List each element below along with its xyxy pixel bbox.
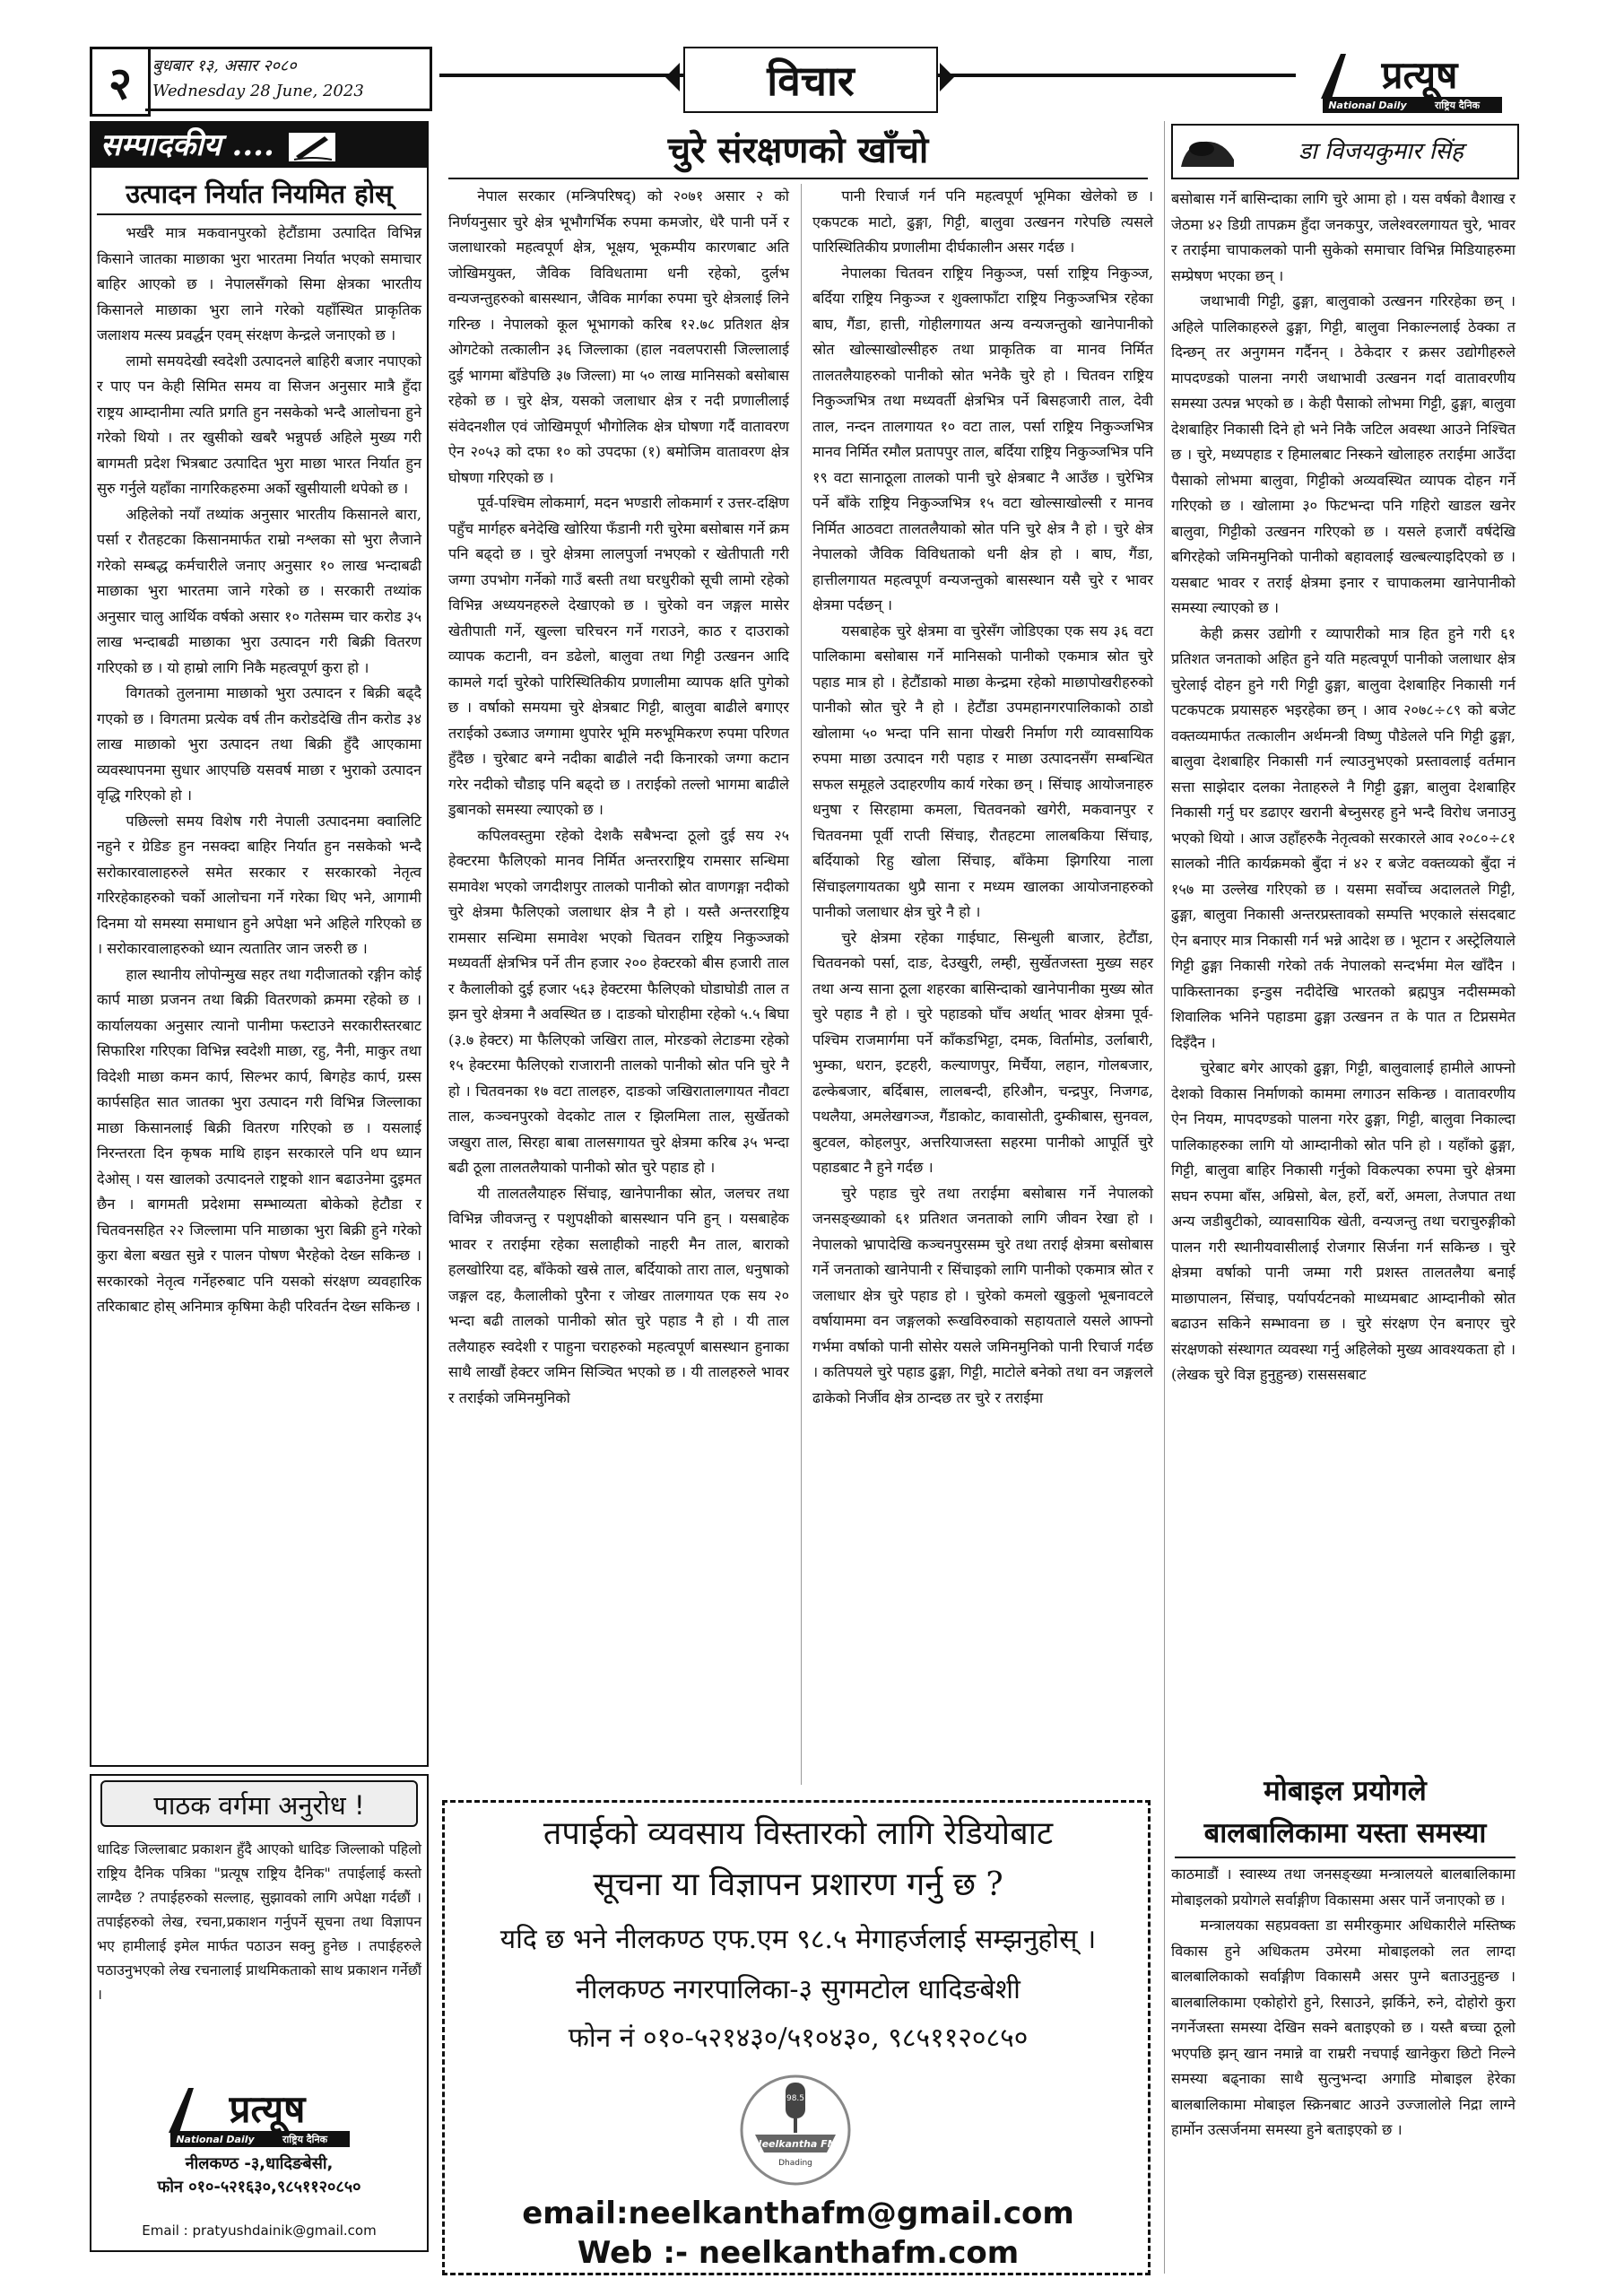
ad-headline-1: तपाईको व्यवसाय विस्तारको लागि रेडियोबाट xyxy=(543,1815,1054,1852)
pen-icon xyxy=(285,129,339,165)
article-paragraph: बसोबास गर्ने बासिन्दाका लागि चुरे आमा हो । यस वर्षको वैशाख र जेठमा ४२ डिग्री तापक्रम हुँदा जनकपुर, जलेश्वरलगायत चुरे, भावर र तराईमा चापाकलको पानी सुकेको समाचार विभिन्न मिडियाहरुमा सम्प्रेषण भएका छन् । xyxy=(1171,190,1515,284)
date-english: Wednesday 28 June, 2023 xyxy=(152,82,364,100)
reader-request-email[interactable]: Email : pratyushdainik@gmail.com xyxy=(142,2222,377,2239)
article-paragraph: पूर्व-पश्चिम लोकमार्ग, मदन भण्डारी लोकमार्ग र उत्तर-दक्षिण पहुँच मार्गहरु बनेदेखि खोरिया फँडानी गरी चुरेमा बसोबास गर्ने क्रम पनि बढ्दो छ । चुरे क्षेत्रमा लालपुर्जा नभएको र खेतीपाती गरी जग्गा उपभोग गर्नेको गाउँ बस्ती तथा घरधुरीको सूची लामो रहेको विभिन्न अध्ययनहरुले देखाएको छ । चुरेको वन जङ्गल मासेर खेतीपाती गर्ने, खुल्ला चरिचरन गर्ने गराउने, काठ र दाउराको व्यापक कटानी, वन डढेलो, बालुवा तथा गिट्टी उत्खनन आदि कामले गर्दा चुरेको पारिस्थितिकीय प्रणालीमा व्यापक क्षति पुगेको छ । वर्षाको समयमा चुरे क्षेत्रबाट गिट्टी, बालुवा बाढीले बगाएर तराईको उब्जाउ जग्गामा थुपारेर भूमि मरुभूमिकरण रुपमा परिणत हुँदैछ । चुरेबाट बग्ने नदीका बाढीले नदी किनारको जग्गा कटान गरेर नदीको चौडाइ पनि बढ्दो छ । तराईको तल्लो भागमा बाढीले डुबानको समस्या ल्याएको छ । xyxy=(448,494,789,818)
mobile-news-body xyxy=(1171,1862,1515,2144)
arrow-right-icon xyxy=(940,63,954,91)
svg-text:राष्ट्रिय दैनिक: राष्ट्रिय दैनिक xyxy=(282,2134,328,2145)
date-nepali: बुधबार १३, असार २०८० xyxy=(152,57,297,75)
mobile-news-paragraph: मन्त्रालयका सहप्रवक्ता डा समीरकुमार अधिकारीले मस्तिष्क विकास हुने अधिकतम उमेरमा मोबाइलको लत लाग्दा बालबालिकाको सर्वाङ्गीण विकासमै असर पुग्ने बताउनुहुन्छ । बालबालिकामा एकोहोरो हुने, रिसाउने, झर्किने, रुने, दोहोरो कुरा नगर्नेजस्ता समस्या देखिन सक्ने बताइएको छ । यस्तै बच्चा ठूलो भएपछि झन् खान नमान्ने वा राम्ररी नचपाई खानेकुरा छिटो निल्ने समस्या बढ्नाका साथै सुत्नुभन्दा अगाडि मोबाइल हेरेका बालबालिकामा मोबाइल स्क्रिनबाट आउने उज्जालोले निद्रा लाग्ने हार्मोन उत्सर्जनमा समस्या हुने बताइएको छ । xyxy=(1171,1917,1515,2138)
section-title: विचार xyxy=(683,47,938,113)
article-title-rule xyxy=(448,178,1148,179)
ad-station-line: यदि छ भने नीलकण्ठ एफ.एम ९८.५ मेगाहर्जलाई सम्झनुहोस् । xyxy=(499,1924,1097,1955)
article-paragraph: यसबाहेक चुरे क्षेत्रमा वा चुरेसँग जोडिएका एक सय ३६ वटा पालिकामा बसोबास गर्ने मानिसको पानीको एकमात्र स्रोत चुरे पहाड मात्र हो । हेटौंडाको माछा केन्द्रमा रहेको माछापोखरीहरुको पानीको स्रोत चुरे नै हो । हेटौंडा उपमहानगरपालिकाको ठाडो खोलामा ५० भन्दा पनि साना पोखरी निर्माण गरी व्यावसायिक रुपमा माछा उत्पादन गरी पहाड र माछा उत्पादनसँग सम्बन्धित सफल समूहले उदाहरणीय कार्य गरेका छन् । सिंचाइ आयोजनाहरु धनुषा र सिरहामा कमला, चितवनको खगेरी, मकवानपुर र चितवनमा पूर्वी राप्ती सिंचाइ, रौतहटमा लालबकिया सिंचाइ, बर्दियाको रिहु खोला सिंचाइ, बाँकेमा झिगरिया नाला सिंचाइलगायतका थुप्रै साना र मध्यम खालका आयोजनाहरुको पानीको जलाधार क्षेत्र चुरे नै हो । xyxy=(812,622,1153,920)
mobile-news-title-rule xyxy=(1175,1857,1515,1858)
mobile-news-paragraph: काठमाडौं । स्वास्थ्य तथा जनसङ्ख्या मन्त्रालयले बालबालिकामा मोबाइलको प्रयोगले सर्वाङ्गीण विकासमा असर पार्ने जनाएको छ । xyxy=(1171,1866,1515,1909)
reader-request-logo xyxy=(161,2079,359,2151)
svg-text:प्रत्यूष: प्रत्यूष xyxy=(1381,53,1458,97)
svg-text:National Daily: National Daily xyxy=(176,2134,255,2145)
article-paragraph: नेपाल सरकार (मन्त्रिपरिषद्) को २०७१ असार २ को निर्णयनुसार चुरे क्षेत्र भूभौगर्भिक रुपमा कमजोर, धेरै पानी पर्ने र जलाधारको महत्वपूर्ण क्षेत्र, भूक्षय, भूकम्पीय कारणबाट अति जोखिमयुक्त, जैविक विविधतामा धनी रहेको, दुर्लभ वन्यजन्तुहरुको बासस्थान, जैविक मार्गका रुपमा चुरे क्षेत्रलाई लिने गरिन्छ । नेपालको कूल भूभागको करिब १२.७८ प्रतिशत क्षेत्र ओगटेको तत्कालीन ३६ जिल्लाका (हाल नवलपरासी जिल्लालाई दुई भागमा बाँडेपछि ३७ जिल्ला) मा ५० लाख मानिसको बसोबास रहेको छ । चुरे क्षेत्र, यसको जलाधार क्षेत्र र नदी प्रणालीलाई संवेदनशील एवं जोखिमपूर्ण भौगोलिक क्षेत्र घोषणा गर्दै वातावरण ऐन २०५३ को दफा १० को उपदफा (१) बमोजिम वातावरण क्षेत्र घोषणा गरिएको छ । xyxy=(448,187,789,486)
svg-text:98.5: 98.5 xyxy=(786,2094,805,2103)
ad-website[interactable]: Web :- neelkanthafm.com xyxy=(577,2235,1020,2271)
svg-text:Neelkantha FM: Neelkantha FM xyxy=(753,2138,838,2150)
editorial-paragraph: लामो समयदेखी स्वदेशी उत्पादनले बाहिरी बजार नपाएको र पाए पन केही सिमित समय वा सिजन अनुसार मात्रै हुँदा राष्ट्रय आम्दानीमा त्यति प्रगति हुन नसकेको भन्दै आलोचना हुने गरेको थियो । तर खुसीको खबरै भन्नुपर्छ अहिले मुख्य गरी बागमती प्रदेश भित्रबाट उत्पादित भुरा माछा भारत निर्यात हुन सुरु गर्नुले यहाँका नागरिकहरुमा अर्को खुसीयाली थपेको छ । xyxy=(97,352,421,497)
article-paragraph: चुरेबाट बगेर आएको ढुङ्गा, गिट्टी, बालुवालाई हामीले आफ्नो देशको विकास निर्माणको काममा लगाउन सकिन्छ । वातावरणीय ऐन नियम, मापदण्डको पालना गरेर ढुङ्गा, गिट्टी, बालुवा निकाल्दा पालिकाहरुका लागि यो आम्दानीको स्रोत पनि हो । यहाँको ढुङ्गा, गिट्टी, बालुवा बाहिर निकासी गर्नुको विकल्पका रुपमा चुरे क्षेत्रमा सघन रुपमा बाँस, अम्रिसो, बेल, हर्रो, बर्रो, अमला, तेजपात तथा अन्य जडीबुटीको, व्यावसायिक खेती, वन्यजन्तु तथा चराचुरुङ्गीको पालन गरी स्थानीयवासीलाई रोजगार सिर्जना गर्न सकिन्छ । चुरे क्षेत्रमा वर्षाको पानी जम्मा गरी प्रशस्त तालतलैया बनाई माछापालन, सिंचाइ, पर्यापर्यटनको माध्यमबाट आम्दानीको स्रोत बढाउन सकिने सम्भावना छ । चुरे संरक्षण ऐन बनाएर चुरे संरक्षणको संस्थागत व्यवस्था गर्नु अहिलेको मुख्य आवश्यकता हो । (लेखक चुरे विज्ञ हुनुहुन्छ) रासससबाट xyxy=(1171,1059,1515,1383)
article-paragraph: पानी रिचार्ज गर्न पनि महत्वपूर्ण भूमिका खेलेको छ । एकपटक माटो, ढुङ्गा, गिट्टी, बालुवा उत्खनन गरेपछि त्यसले पारिस्थितिकीय प्रणालीमा दीर्घकालीन असर गर्दछ । xyxy=(812,187,1153,256)
mobile-news-title-2: बालबालिकामा यस्ता समस्या xyxy=(1203,1817,1487,1849)
editorial-paragraph: भर्खरै मात्र मकवानपुरको हेटौंडामा उत्पादित विभिन्न किसाने जातका माछाका भुरा भारतमा निर्यात भएको समाचार बाहिर आएको छ । नेपालसँगको सिमा क्षेत्रका भारतीय किसानले माछाका भुरा लाने गरेको यहाँस्थित प्राकृतिक जलाशय मत्स्य प्रवर्द्धन एवम् संरक्षण केन्द्रले जनाएको छ । xyxy=(97,224,421,344)
reader-request-address: नीलकण्ठ -३,धादिङबेसी, xyxy=(185,2154,334,2173)
editorial-paragraph: अहिलेको नयाँ तथ्यांक अनुसार भारतीय किसानले बारा, पर्सा र रौतहटका किसानमार्फत राम्रो नश्लका सो भुरा लैजाने गरेको सम्बद्ध कर्मचारीले जनाए अनुसार १० लाख भन्दाबढी माछाका भुरा भारतमा जाने गरेको छ । सरकारी तथ्यांक अनुसार चालु आर्थिक वर्षको असार १० गतेसम्म चार करोड ३५ लाख भन्दाबढी माछाका भुरा उत्पादन गरी बिक्री वितरण गरिएको छ । यो हाम्रो लागि निकै महत्वपूर्ण कुरा हो । xyxy=(97,505,421,676)
editorial-paragraph: विगतको तुलनामा माछाको भुरा उत्पादन र बिक्री बढ्दै गएको छ । विगतमा प्रत्येक वर्ष तीन करोडदेखि तीन करोड ३४ लाख माछाको भुरा उत्पादन तथा बिक्री हुँदै आएकामा व्यवस्थापनमा सुधार आएपछि यसवर्ष माछा र भुराको उत्पादन वृद्धि गरिएको हो । xyxy=(97,684,421,804)
radio-logo xyxy=(737,2072,854,2188)
article-paragraph: जथाभावी गिट्टी, ढुङ्गा, बालुवाको उत्खनन गरिरहेका छन् । अहिले पालिकाहरुले ढुङ्गा, गिट्टी, बालुवा निकाल्नलाई ठेक्का त दिन्छन् तर अनुगमन गर्दैनन् । ठेकेदार र क्रसर उद्योगीहरुले मापदण्डको पालना नगरी जथाभावी उत्खनन गर्दा वातावरणीय समस्या उत्पन्न भएको छ । केही पैसाको लोभमा गिट्टी, ढुङ्गा, बालुवा देशबाहिर निकासी दिने हो भने निकै जटिल अवस्था आउने निश्चित छ । चुरे, मध्यपहाड र हिमालबाट निस्कने खोलाहरु तराईमा आउँदा पैसाको लोभमा बालुवा, गिट्टीको अव्यवस्थित व्यापक दोहन गर्ने गरिएको छ । खोलामा ३० फिटभन्दा पनि गहिरो खाडल खनेर बालुवा, गिट्टीको उत्खनन गरिएको छ । यसले हजारौं वर्षदेखि बगिरहेको जमिनमुनिको पानीको बहावलाई खल्बल्याइदिएको छ । यसबाट भावर र तराई क्षेत्रमा इनार र चापाकलमा खानेपानीको समस्या ल्याएको छ । xyxy=(1171,292,1515,616)
editorial-title: उत्पादन निर्यात नियमित होस् xyxy=(126,178,393,209)
editorial-banner xyxy=(91,123,427,168)
article-paragraph: नेपालका चितवन राष्ट्रिय निकुञ्ज, पर्सा राष्ट्रिय निकुञ्ज, बर्दिया राष्ट्रिय निकुञ्ज र शुक्लाफाँटा राष्ट्रिय निकुञ्जभित्र रहेका बाघ, गैंडा, हात्ती, गोहीलगायत अन्य वन्यजन्तुको खानेपानीको स्रोत खोल्साखोल्सीहरु तथा प्राकृतिक वा मानव निर्मित तालतलैयाहरुको पानीको स्रोत भनेकै चुरे हो । चितवन राष्ट्रिय निकुञ्जभित्र तथा मध्यवर्ती क्षेत्रभित्र पर्ने बिसहजारी ताल, देवी ताल, नन्दन तालगायत १० वटा ताल, पर्सा राष्ट्रिय निकुञ्जभित्र मानव निर्मित रमौल प्रतापपुर ताल, बर्दिया राष्ट्रिय निकुञ्जभित्र पनि १९ वटा सानाठूला तालको पानी चुरे क्षेत्रबाट नै आउँछ । चुरेभित्र पर्ने बाँके राष्ट्रिय निकुञ्जभित्र १५ वटा खोल्साखोल्सी र मानव निर्मित आठवटा तालतलैयाको स्रोत पनि चुरे क्षेत्र नै हो । चुरे क्षेत्र नेपालको जैविक विविधताको धनी क्षेत्र हो । बाघ, गैंडा, हात्तीलगायत महत्वपूर्ण वन्यजन्तुको बासस्थान यसै चुरे र भावर क्षेत्रमा पर्दछन् । xyxy=(812,264,1153,613)
column-rule xyxy=(801,184,802,1785)
svg-text:राष्ट्रिय दैनिक: राष्ट्रिय दैनिक xyxy=(1434,100,1481,111)
reader-request-contact xyxy=(90,2152,429,2199)
article-paragraph: चुरे पहाड चुरे तथा तराईमा बसोबास गर्ने नेपालको जनसङ्ख्याको ६१ प्रतिशत जनताको लागि जीवन रेखा हो । नेपालको भ्रापादेखि कञ्चनपुरसम्म चुरे तथा तराई क्षेत्रमा बसोबास गर्ने जनताको खानेपानी र सिंचाइको लागि पानीको एकमात्र स्रोत र जलाधार क्षेत्र चुरे पहाड हो । चुरेको कमलो खुकुलो भूबनावटले वर्षायाममा वन जङ्गलको रूखविरुवाको सहायताले यसले आफ्नो गर्भमा वर्षाको पानी सोसेर यसले जमिनमुनिको पानी रिचार्ज गर्दछ । कतिपयले चुरे पहाड ढुङ्गा, गिट्टी, माटोले बनेको तथा वन जङ्गलले ढाकेको निर्जीव क्षेत्र ठान्दछ तर चुरे र तराईमा xyxy=(812,1184,1153,1406)
reader-request-title: पाठक वर्गमा अनुरोध ! xyxy=(100,1780,418,1827)
editorial-paragraph: पछिल्लो समय विशेष गरी नेपाली उत्पादनमा क्वालिटि नहुने र ग्रेडिङ हुन नसक्दा बाहिर निर्यात हुन नसकेको भन्दै सरोकारवालाहरुले समेत सरकार र सरकारको नेतृत्व गरिरहेकाहरुको चर्को आलोचना गर्ने गरेका थिए भने, आगामी दिनमा यो समस्या समाधान हुने अपेक्षा भने अहिले गरिएको छ । सरोकारवालाहरुको ध्यान त्यतातिर जान जरुरी छ । xyxy=(97,812,421,957)
article-paragraph: कपिलवस्तुमा रहेको देशकै सबैभन्दा ठूलो दुई सय २५ हेक्टरमा फैलिएको मानव निर्मित अन्तरराष्ट्रिय रामसार सन्धिमा समावेश भएको जगदीशपुर तालको पानीको स्रोत वाणगङ्गा नदीको चुरे क्षेत्रमा फैलिएको जलाधार क्षेत्र नै हो । यस्तै अन्तरराष्ट्रिय रामसार सन्धिमा समावेश भएको चितवन राष्ट्रिय निकुञ्जको मध्यवर्ती क्षेत्रभित्र पर्ने तीन हजार २०० हेक्टरको बीस हजारी ताल र कैलालीको दुई हजार ५६३ हेक्टरमा फैलिएको घोडाघोडी ताल त झन चुरे क्षेत्रमा नै अवस्थित छ । दाङको घोराहीमा रहेको ५.५ बिघा (३.७ हेक्टर) मा फैलिएको जखिरा ताल, मोरङको लेटाङमा रहेको १५ हेक्टरमा फैलिएको राजारानी तालको पानीको स्रोत पनि चुरे नै हो । चितवनका १७ वटा तालहरु, दाङको जखिरातालगायत नौवटा ताल, कञ्चनपुरको वेदकोट ताल र झिलमिला ताल, सुर्खेतको जखुरा ताल, सिरहा बाबा तालसगायत चुरे क्षेत्रमा करिब ३५ भन्दा बढी ठूला तालतलैयाको पानीको स्रोत चुरे पहाड हो । xyxy=(448,826,789,1176)
ad-headline-2: सूचना या विज्ञापन प्रशारण गर्नु छ ? xyxy=(593,1866,1003,1903)
reader-request-text: धादिङ जिल्लाबाट प्रकाशन हुँदै आएको धादिङ जिल्लाको पहिलो राष्ट्रिय दैनिक पत्रिका "प्रत्यूष राष्ट्रिय दैनिक" तपाईलाई कस्तो लाग्दैछ ? तपाईहरुको सल्लाह, सुझावको लागि अपेक्षा गर्दछौं । तपाईहरुको लेख, रचना,प्रकाशन गर्नुपर्ने सूचना तथा विज्ञापन भए हामीलाई इमेल मार्फत पठाउन सक्नु हुनेछ । तपाईहरुले पठाउनुभएको लेख रचनालाई प्राथमिकताको साथ प्रकाशन गर्नेछौं । xyxy=(97,1840,421,2003)
ad-phone: फोन नं ०१०-५२१४३०/५१०४३०, ९८५११२०८५० xyxy=(568,2022,1029,2054)
author-photo xyxy=(1177,133,1239,170)
svg-text:National Daily: National Daily xyxy=(1328,100,1407,111)
editorial-title-rule xyxy=(97,213,421,215)
arrow-left-icon xyxy=(665,63,680,91)
ad-email[interactable]: email:neelkanthafm@gmail.com xyxy=(522,2196,1074,2231)
reader-request-phone: फोन ०१०-५२१६३०,९८५११२०८५० xyxy=(157,2178,361,2196)
ad-address: नीलकण्ठ नगरपालिका-३ सुगमटोल धादिङबेशी xyxy=(576,1974,1020,2005)
editorial-paragraph: हाल स्थानीय लोपोन्मुख सहर तथा गदीजातको रङ्गीन कोई कार्प माछा प्रजनन तथा बिक्री वितरणको क्रममा रहेको छ । कार्यालयका अनुसार त्यानो पानीमा फस्टाउने सरकारीस्तरबाट सिफारिश गरिएका विभिन्न स्वदेशी माछा, रहु, नैनी, माकुर तथा विदेशी माछा कमन कार्प, सिल्भर कार्प, बिगहेड कार्प, ग्रस्स कार्पसहित सात जातका भुरा उत्पादन गरी विभिन्न जिल्लाका माछा किसानलाई बिक्री वितरण गरिएको छ । यसलाई निरन्तरता दिन कृषक माथि हाइन सरकारले पनि थप ध्यान देओस् । यस खालको उत्पादनले राष्ट्रको शान बढाउनेमा दुइमत छैन । बागमती प्रदेशमा सम्भाव्यता बोकेको हेटौडा र चितवनसहित २२ जिल्लामा पनि माछाका भुरा बिक्री हुने गरेको कुरा बेला बखत सुन्ने र पालन पोषण भैरहेको देख्न सकिन्छ । सरकारको नेतृत्व गर्नेहरुबाट पनि यसको संरक्षण व्यवहारिक तरिकाबाट होस् अनिमात्र कृषिमा केही परिवर्तन देख्न सकिन्छ । xyxy=(97,965,421,1315)
page-number: २ xyxy=(90,47,151,117)
article-title: चुरे संरक्षणको खाँचो xyxy=(667,129,929,171)
article-paragraph: चुरे क्षेत्रमा रहेका गाईघाट, सिन्धुली बाजार, हेटौंडा, चितवनको पर्सा, दाङ, देउखुरी, लम्ही, सुर्खेतजस्ता मुख्य सहर तथा अन्य साना ठूला शहरका बासिन्दाको खानेपानीका मुख्य स्रोत चुरे पहाड नै हो । चुरे पहाडको घाँच अर्थात् भावर क्षेत्रमा पूर्व-पश्चिम राजमार्गमा पर्ने काँकडभिट्टा, दमक, विर्तामोड, उर्लाबारी, भुम्का, धरान, इटहरी, कल्याणपुर, मिर्चैया, लहान, गोलबजार, ढल्केबजार, बर्दिबास, लालबन्दी, हरिऔन, चन्द्रपुर, निजगढ, पथलैया, अमलेखगञ्ज, गैंडाकोट, कावासोती, दुम्कीबास, सुनवल, बुटवल, कोहलपुर, अत्तरियाजस्ता सहरमा पानीको आपूर्ति चुरे पहाडबाट नै हुने गर्दछ । xyxy=(812,928,1153,1176)
article-column-1 xyxy=(448,184,789,1411)
article-column-3 xyxy=(1171,187,1515,1388)
editorial-body xyxy=(97,221,421,1320)
svg-text:प्रत्यूष: प्रत्यूष xyxy=(229,2087,306,2131)
article-paragraph: केही क्रसर उद्योगी र व्यापारीको मात्र हित हुने गरी ६१ प्रतिशत जनताको अहित हुने यति महत्वपूर्ण पानीको जलाधार क्षेत्र चुरेलाई दोहन हुने गरी गिट्टी ढुङ्गा, बालुवा देशबाहिर निकासी गर्न पटकपटक प्रयासहरु भइरहेका छन् । आव २०७८÷८९ को बजेट वक्तव्यमार्फत तत्कालीन अर्थमन्त्री विष्णु पौडेलले पनि गिट्टी ढुङ्गा, बालुवा देशबाहिर निकासी गर्न ल्याउनुभएको प्रस्तावलाई वर्तमान सत्ता साझेदार दलका नेताहरुले नै गिट्टी ढुङ्गा, बालुवा देशबाहिर निकासी गर्नु घर डढाएर खरानी बेच्नुसरह हुने भन्दै विरोध जनाउनु भएको थियो । आज उहाँहरुकै नेतृत्वको सरकारले आव २०८०÷८१ सालको नीति कार्यक्रमको बुँदा नं ४२ र बजेट वक्तव्यको बुँदा नं १५७ मा उल्लेख गरिएको छ । यसमा सर्वोच्च अदालतले गिट्टी, ढुङ्गा, बालुवा निकासी अन्तरप्रस्तावको सम्पत्ति भएकाले संसदबाट ऐन बनाएर मात्र निकासी गर्न भन्ने आदेश छ । भूटान र अस्ट्रेलियाले गिट्टी ढुङ्गा निकासी गरेको तर्क नेपालको सन्दर्भमा मेल खाँदैन । पाकिस्तानका इन्डुस नदीदेखि भारतको ब्रह्मपुत्र नदीसम्मको शिवालिक भनिने पहाडमा ढुङ्गा उत्खनन त के पात त टिप्नसमेत दिइँदैन । xyxy=(1171,624,1515,1051)
svg-text:Dhading: Dhading xyxy=(778,2159,812,2168)
article-column-2 xyxy=(812,184,1153,1411)
article-paragraph: यी तालतलैयाहरु सिंचाइ, खानेपानीका स्रोत, जलचर तथा विभिन्न जीवजन्तु र पशुपक्षीको बासस्थान पनि हुन् । यसबाहेक भावर र तराईमा रहेका सलाहीको नाहरी मैन ताल, बाराको हलखोरिया दह, बाँकेको खस्रे ताल, बर्दियाको तारा ताल, धनुषाको जङ्गल दह, कैलालीको पुरैना र जोखर तालगायत एक सय २० भन्दा बढी तालको पानीको स्रोत चुरे पहाड नै हो । यी ताल तलैयाहरु स्वदेशी र पाहुना चराहरुको महत्वपूर्ण बासस्थान हुनाका साथै लाखौं हेक्टर जमिन सिञ्चित भएको छ । यी तालहरुले भावर र तराईको जमिनमुनिको xyxy=(448,1184,789,1406)
author-name: डा विजयकुमार सिंह xyxy=(1298,138,1463,165)
newspaper-logo xyxy=(1314,45,1511,117)
column-rule xyxy=(1164,121,1165,2274)
date-box xyxy=(145,47,432,111)
editorial-banner-label: सम्पादकीय .... xyxy=(100,127,274,163)
mobile-news-title-1: मोबाइल प्रयोगले xyxy=(1264,1775,1427,1807)
